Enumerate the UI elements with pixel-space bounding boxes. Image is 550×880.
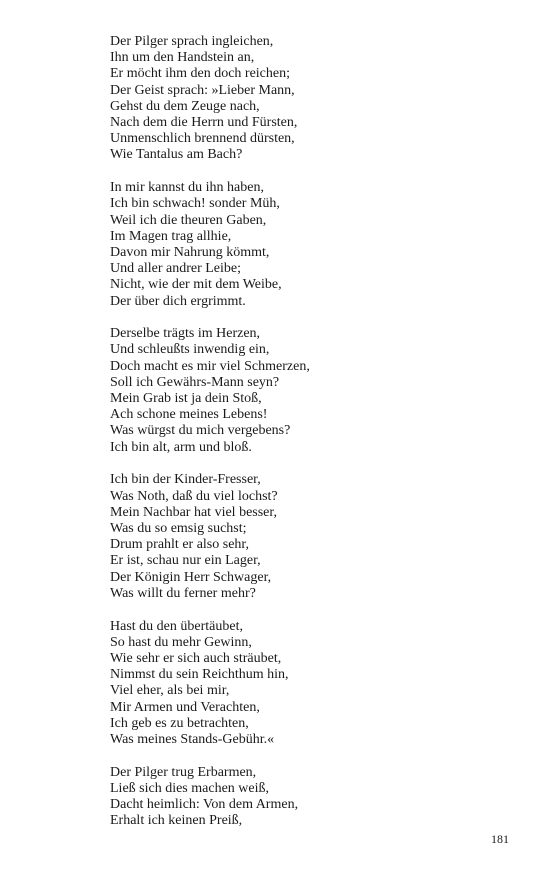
verse-line: Nach dem die Herrn und Fürsten, (110, 115, 298, 131)
verse-line: Der Geist sprach: »Lieber Mann, (110, 82, 295, 98)
verse-line: Ich bin schwach! sonder Müh, (110, 196, 280, 212)
verse-line: Soll ich Gewährs-Mann seyn? (110, 374, 280, 390)
verse-line: Gehst du dem Zeuge nach, (110, 98, 260, 114)
stanza-6 (110, 765, 510, 830)
verse-line: Doch macht es mir viel Schmerzen, (110, 358, 310, 374)
verse-line: Dacht heimlich: Von dem Armen, (110, 797, 299, 813)
verse-line: Der Pilger trug Erbarmen, (110, 764, 257, 780)
verse-line: In mir kannst du ihn haben, (110, 180, 264, 196)
stanza-2 (110, 180, 510, 310)
verse-line: Erhalt ich keinen Preiß, (110, 813, 243, 829)
verse-line: Mir Armen und Verachten, (110, 699, 260, 715)
verse-line: Was du so emsig suchst; (110, 520, 247, 536)
verse-line: Nicht, wie der mit dem Weibe, (110, 277, 282, 293)
stanza-3 (110, 326, 510, 456)
verse-line: Ich bin alt, arm und bloß. (110, 439, 252, 455)
verse-line: Mein Grab ist ja dein Stoß, (110, 391, 262, 407)
verse-line: Im Magen trag allhie, (110, 228, 232, 244)
poem-text (110, 34, 510, 846)
page-number: 181 (491, 832, 509, 846)
verse-line: Hast du den übertäubet, (110, 618, 243, 634)
stanza-5 (110, 619, 510, 749)
verse-line: Ach schone meines Lebens! (110, 407, 268, 423)
verse-line: Was würgst du mich vergebens? (110, 423, 291, 439)
verse-line: Was willt du ferner mehr? (110, 585, 256, 601)
verse-line: Er ist, schau nur ein Lager, (110, 553, 261, 569)
verse-line: Derselbe trägts im Herzen, (110, 326, 261, 342)
verse-line: Viel eher, als bei mir, (110, 683, 230, 699)
verse-line: Drum prahlt er also sehr, (110, 537, 250, 553)
verse-line: Nimmst du sein Reichthum hin, (110, 667, 289, 683)
verse-line: Unmenschlich brennend dürsten, (110, 131, 295, 147)
verse-line: Ich bin der Kinder-Fresser, (110, 472, 261, 488)
verse-line: Der Königin Herr Schwager, (110, 569, 272, 585)
verse-line: Ließ sich dies machen weiß, (110, 780, 270, 796)
verse-line: Und schleußts inwendig ein, (110, 342, 270, 358)
verse-line: Der Pilger sprach ingleichen, (110, 34, 274, 49)
verse-line: Ihn um den Handstein an, (110, 50, 255, 66)
stanza-4 (110, 472, 510, 602)
verse-line: Der über dich ergrimmt. (110, 293, 246, 309)
verse-line: Was meines Stands-Gebühr.« (110, 731, 275, 747)
verse-line: Mein Nachbar hat viel besser, (110, 504, 277, 520)
verse-line: Und aller andrer Leibe; (110, 261, 241, 277)
verse-line: Er möcht ihm den doch reichen; (110, 66, 290, 82)
verse-line: Wie Tantalus am Bach? (110, 147, 243, 163)
verse-line: Weil ich die theuren Gaben, (110, 212, 267, 228)
verse-line: Davon mir Nahrung kömmt, (110, 244, 270, 260)
verse-line: So hast du mehr Gewinn, (110, 634, 252, 650)
verse-line: Wie sehr er sich auch sträubet, (110, 650, 282, 666)
verse-line: Was Noth, daß du viel lochst? (110, 488, 278, 504)
verse-line: Ich geb es zu betrachten, (110, 715, 249, 731)
stanza-1 (110, 34, 510, 164)
